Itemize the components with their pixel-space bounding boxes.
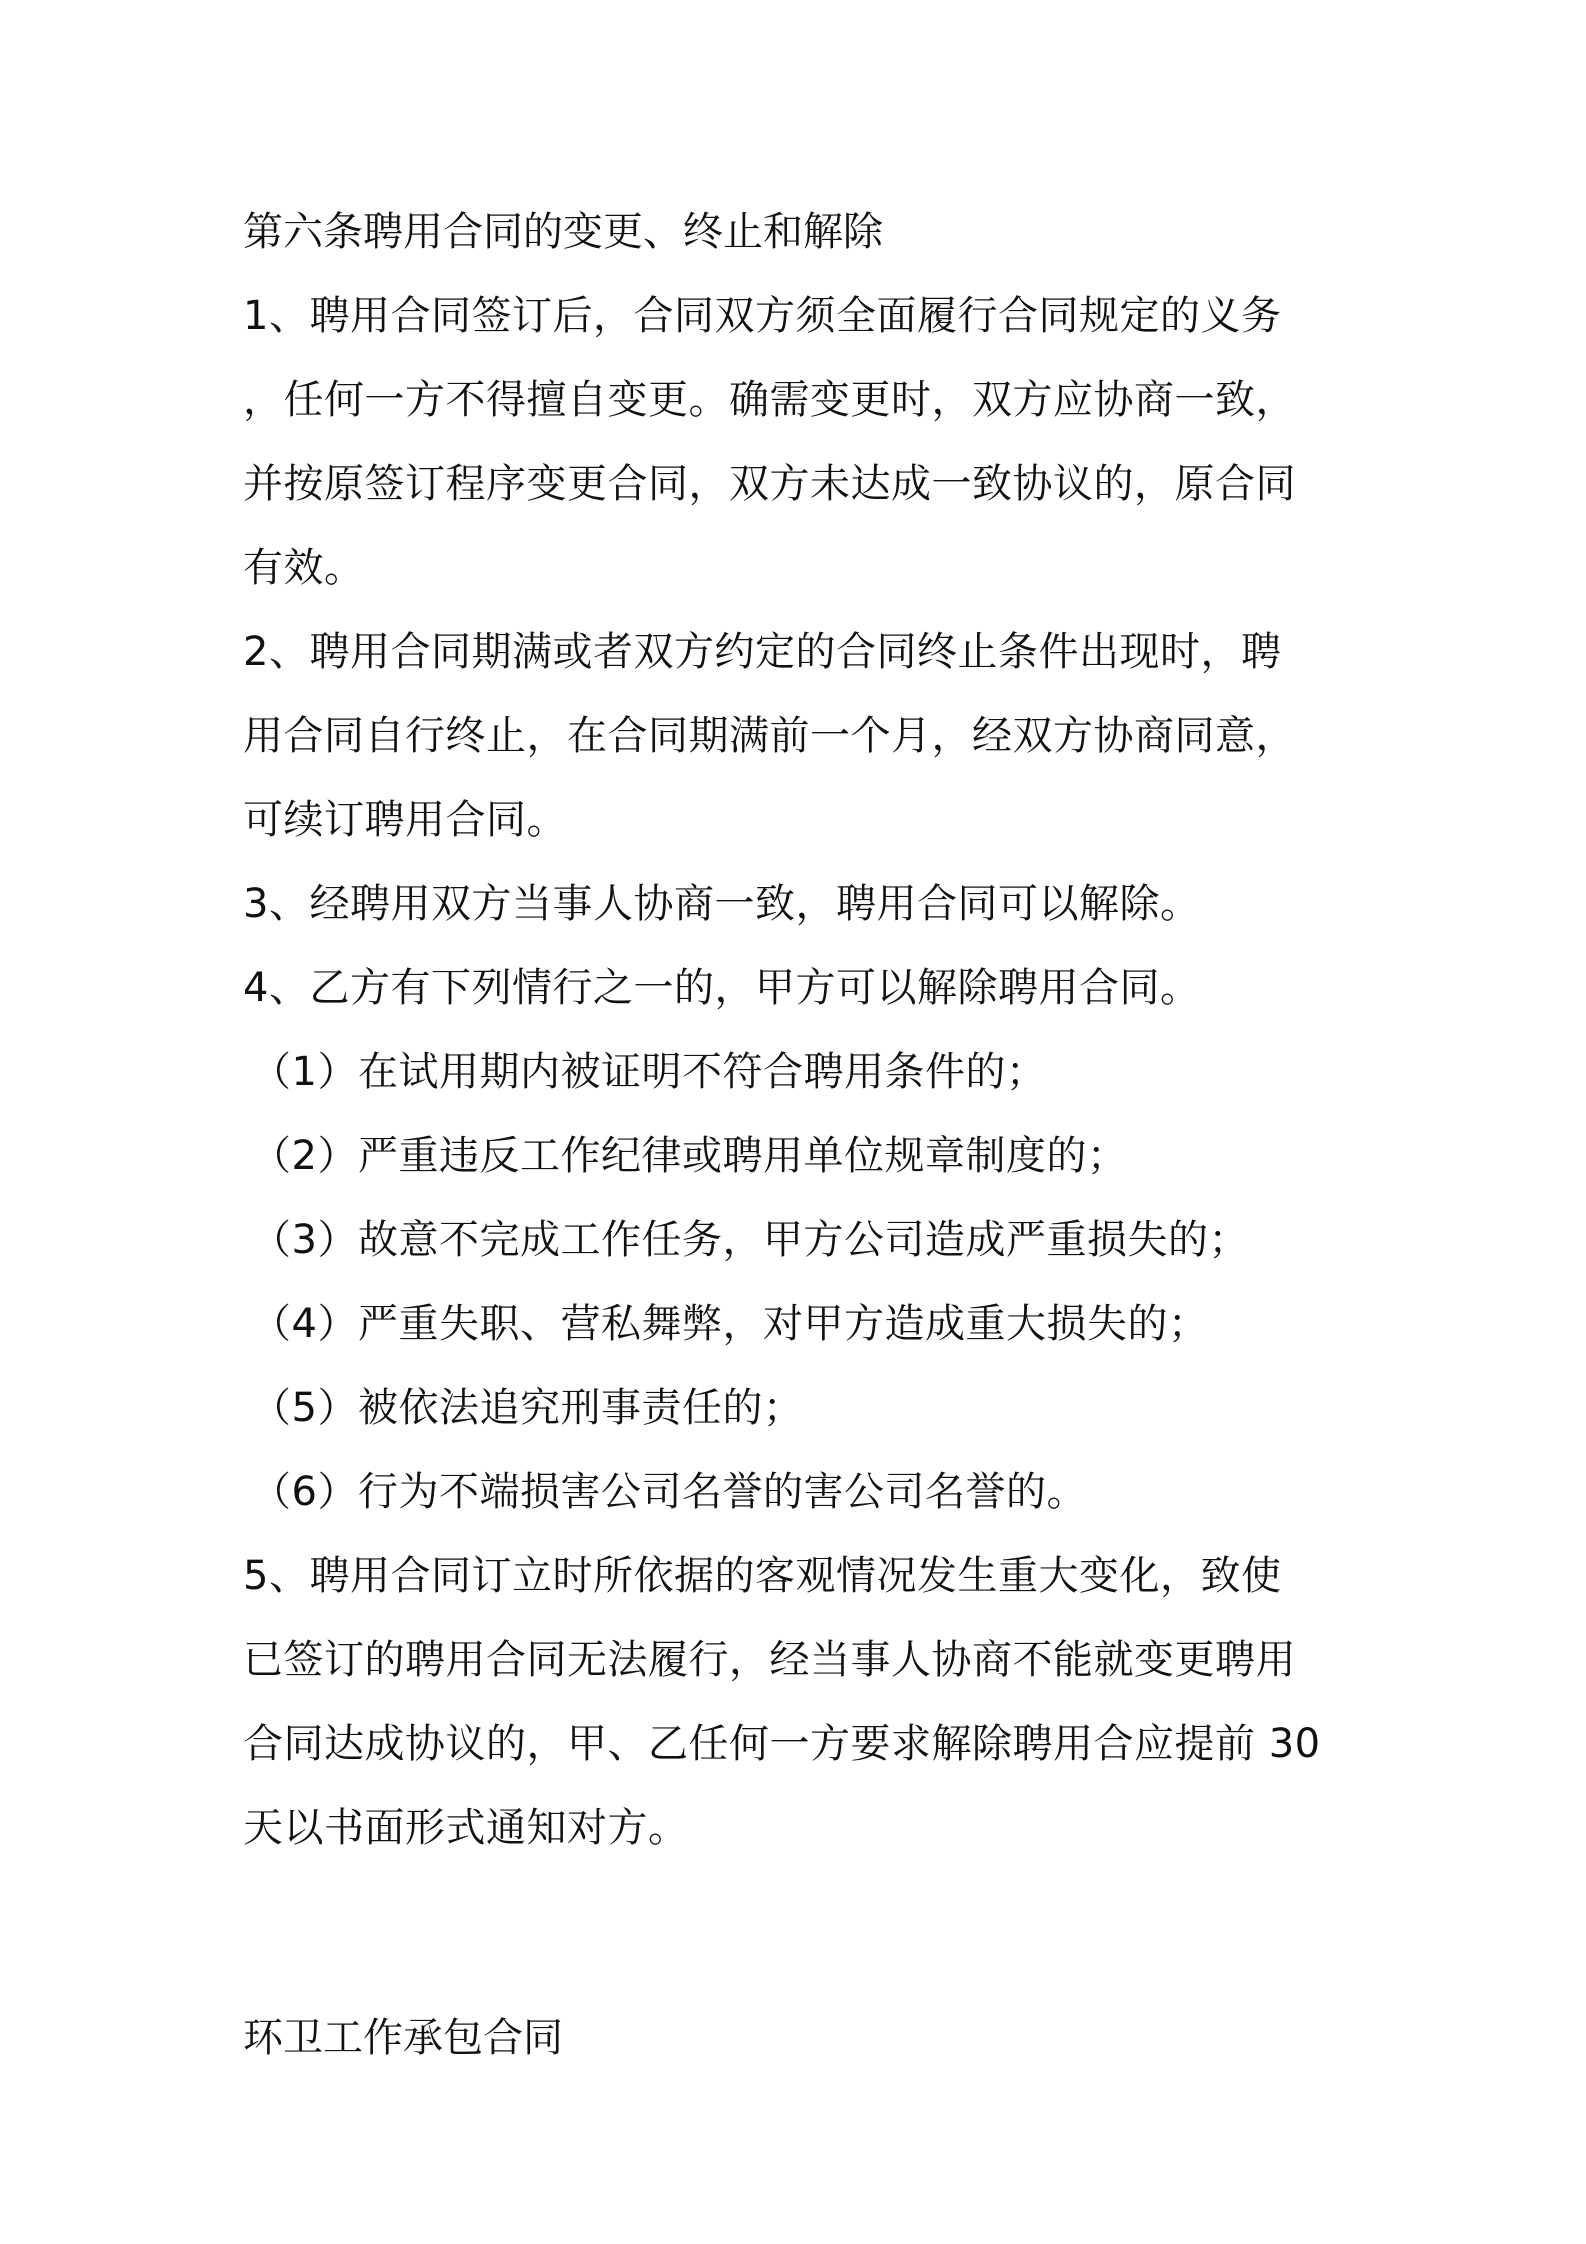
clause-5-line: 天以书面形式通知对方。 [243, 1805, 689, 1851]
clause-3: 3、经聘用双方当事人协商一致，聘用合同可以解除。 [243, 881, 1201, 927]
clause-4-item: （1）在试用期内被证明不符合聘用条件的； [251, 1049, 1047, 1095]
clause-1-line: 并按原签订程序变更合同，双方未达成一致协议的，原合同 [243, 461, 1296, 507]
clause-5 [243, 1534, 1363, 1870]
clause-4-item: （4）严重失职、营私舞弊，对甲方造成重大损失的； [251, 1301, 1209, 1347]
clause-2-line: 2、聘用合同期满或者双方约定的合同终止条件出现时，聘 [243, 629, 1282, 675]
clause-4-item: （3）故意不完成工作任务，甲方公司造成严重损失的； [251, 1217, 1249, 1263]
clause-4-item: （2）严重违反工作纪律或聘用单位规章制度的； [251, 1133, 1128, 1179]
clause-2-line: 用合同自行终止，在合同期满前一个月，经双方协商同意， [243, 713, 1296, 759]
clause-4-item: （5）被依法追究刑事责任的； [251, 1385, 804, 1431]
clause-1-line: ，任何一方不得擅自变更。确需变更时，双方应协商一致， [243, 377, 1296, 423]
clause-5-line: 5、聘用合同订立时所依据的客观情况发生重大变化，致使 [243, 1553, 1282, 1599]
next-document-title: 环卫工作承包合同 [243, 2015, 563, 2061]
clause-2 [243, 610, 1363, 862]
document-body [243, 190, 1363, 2080]
spacer [243, 1870, 1363, 1996]
clause-4-item: （6）行为不端损害公司名誉的害公司名誉的。 [251, 1469, 1087, 1515]
clause-4: 4、乙方有下列情行之一的，甲方可以解除聘用合同。 [243, 965, 1201, 1011]
clause-1-line: 有效。 [243, 545, 365, 591]
clause-1 [243, 274, 1363, 610]
section-heading: 第六条聘用合同的变更、终止和解除 [243, 209, 883, 255]
clause-5-line: 合同达成协议的，甲、乙任何一方要求解除聘用合应提前 30 [243, 1721, 1321, 1767]
clause-1-line: 1、聘用合同签订后，合同双方须全面履行合同规定的义务 [243, 293, 1282, 339]
clause-4-items [243, 1030, 1363, 1534]
clause-5-line: 已签订的聘用合同无法履行，经当事人协商不能就变更聘用 [243, 1637, 1296, 1683]
clause-2-line: 可续订聘用合同。 [243, 797, 567, 843]
